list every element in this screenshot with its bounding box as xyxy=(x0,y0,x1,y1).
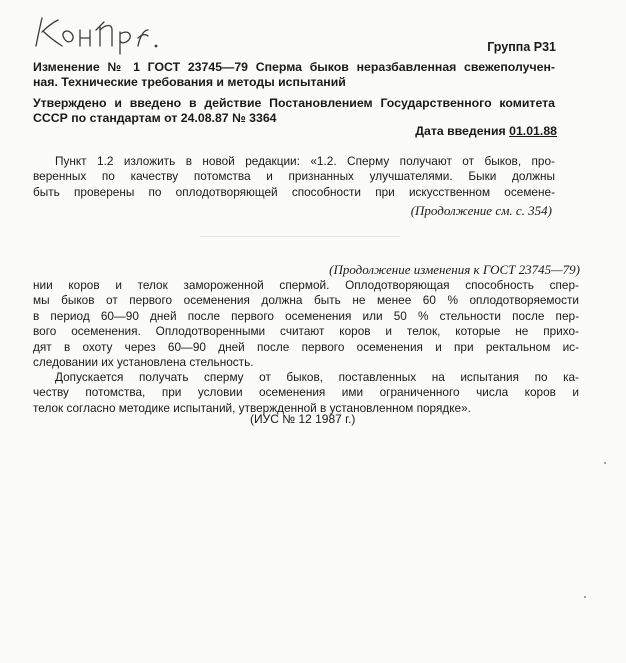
text-line: телок согласно методике испытаний, утвержденной в установленном порядке». xyxy=(33,400,471,415)
amendment-title-line: Изменение № 1 ГОСТ 23745—79 Сперма быков неразбавленная свежеполучен- xyxy=(33,60,555,74)
amendment-title xyxy=(33,60,555,90)
text-line: дят в охоту через 60—90 дней после первого осеменения и при ректальном ис- xyxy=(33,339,579,354)
closing-reference: (ИУС № 12 1987 г.) xyxy=(250,412,356,426)
text-line: следовании их установлена стельность. xyxy=(33,355,254,370)
text-line: Допускается получать сперму от быков, поставленных на испытания по ка- xyxy=(55,370,579,384)
text-line: Пункт 1.2 изложить в новой редакции: «1.2. Сперму получают от быков, про- xyxy=(55,154,555,168)
text-line: вого осеменения. Оплодотворенными считают коров и телок, которые не прихо- xyxy=(33,324,579,339)
handwritten-signature xyxy=(30,8,170,56)
text-line: веренных по качеству потомства и признанных улучшателями. Быки должны xyxy=(33,169,555,184)
text-line: в период 60—90 дней после первого осеменения или 50 % стельности после пер- xyxy=(33,308,579,323)
part1-text xyxy=(33,154,555,200)
scan-speck xyxy=(584,596,586,598)
part2-paragraph2 xyxy=(33,370,579,416)
text-line: честву потомства, при условии осеменения ими ограниченного числа коров и xyxy=(33,385,579,400)
scan-speck xyxy=(604,462,606,464)
text-line: мы быков от первого осеменения должна быть не менее 60 % оплодотворяемости xyxy=(33,293,579,308)
continuation-header: (Продолжение изменения к ГОСТ 23745—79) xyxy=(329,262,580,277)
effective-date-label: Дата введения xyxy=(415,124,506,138)
amendment-title-line: ная. Технические требования и методы испытаний xyxy=(33,75,346,90)
approval-line: СССР по стандартам от 24.08.87 № 3364 xyxy=(33,111,277,126)
text-line: нии коров и телок замороженной спермой. Оплодотворяющая способность спер- xyxy=(33,278,579,292)
effective-date-value: 01.01.88 xyxy=(509,124,557,138)
effective-date xyxy=(415,124,557,138)
text-line: быть проверены по оплодотворяющей способности при искусственном осемене- xyxy=(33,184,555,199)
approval-text xyxy=(33,96,555,126)
approval-line: Утверждено и введено в действие Постановлением Государственного комитета xyxy=(33,96,555,110)
group-label: Группа Р31 xyxy=(487,40,556,54)
page-divider xyxy=(200,236,400,237)
part2-paragraph1 xyxy=(33,278,579,370)
continuation-note: (Продолжение см. с. 354) xyxy=(410,203,552,218)
